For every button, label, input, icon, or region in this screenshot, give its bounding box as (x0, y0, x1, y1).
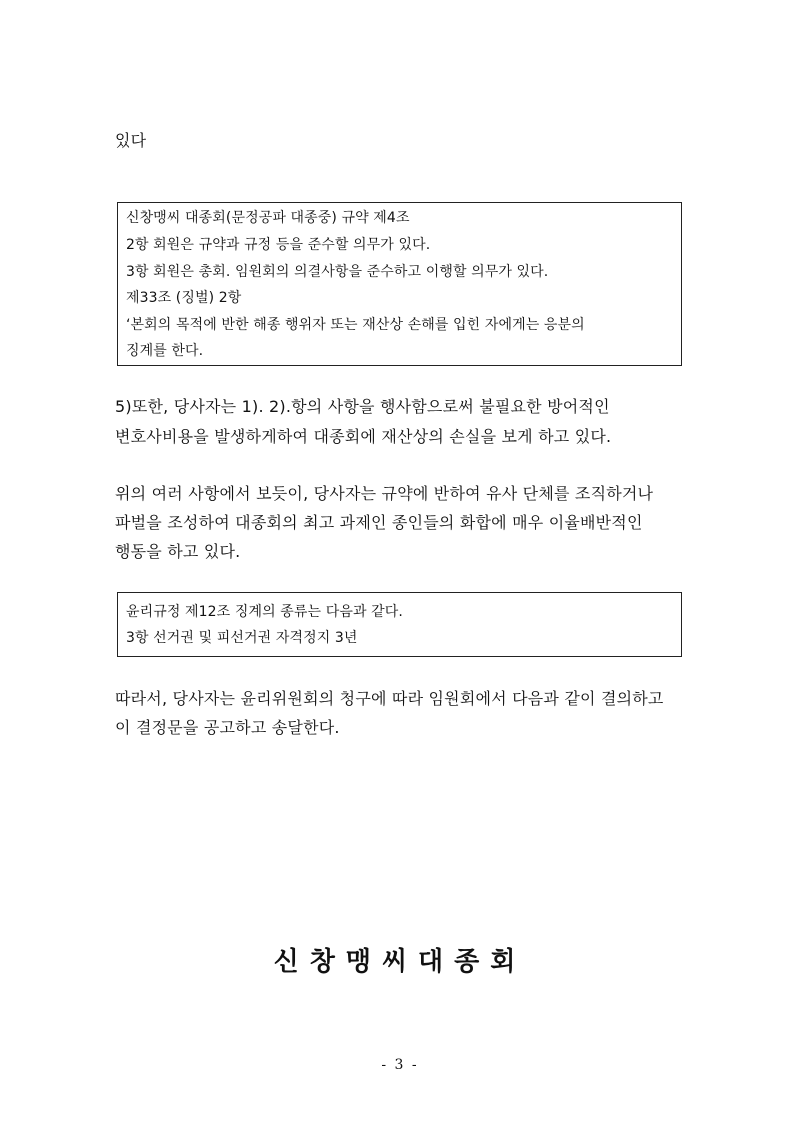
box-line: 3항 회원은 총회. 임원회의 의결사항을 준수하고 이행할 의무가 있다. (126, 264, 549, 280)
box-line: ‘본회의 목적에 반한 해종 행위자 또는 재산상 손해를 입힌 자에게는 응분의 (126, 317, 585, 333)
box-line: 신창맹씨 대종회(문정공파 대종중) 규약 제4조 (126, 210, 410, 226)
paragraph-line: 행동을 하고 있다. (115, 542, 241, 561)
box-line: 2항 회원은 규약과 규정 등을 준수할 의무가 있다. (126, 237, 431, 253)
paragraph-line: 따라서, 당사자는 윤리위원회의 청구에 따라 임원회에서 다음과 같이 결의하고 (115, 689, 664, 708)
box-line: 3항 선거권 및 피선거권 자격정지 3년 (126, 630, 358, 646)
paragraph-line: 이 결정문을 공고하고 송달한다. (115, 718, 340, 737)
continuation-line: 있다 (115, 131, 147, 150)
box-line: 징계를 한다. (126, 343, 204, 359)
page-number: - 3 - (381, 1057, 419, 1073)
regulation-box-ethics (117, 592, 682, 657)
regulation-box-bylaws (117, 202, 682, 366)
organization-signature: 신창맹씨대종회 (273, 947, 527, 977)
paragraph-line: 위의 여러 사항에서 보듯이, 당사자는 규약에 반하여 유사 단체를 조직하거나 (115, 484, 654, 503)
box-line: 제33조 (징벌) 2항 (126, 290, 242, 306)
paragraph-line: 5)또한, 당사자는 1). 2).항의 사항을 행사함으로써 불필요한 방어적인 (115, 397, 610, 416)
paragraph-line: 파벌을 조성하여 대종회의 최고 과제인 종인들의 화합에 매우 이율배반적인 (115, 513, 643, 532)
box-line: 윤리규정 제12조 징계의 종류는 다음과 같다. (126, 604, 403, 620)
paragraph-line: 변호사비용을 발생하게하여 대종회에 재산상의 손실을 보게 하고 있다. (115, 427, 612, 446)
